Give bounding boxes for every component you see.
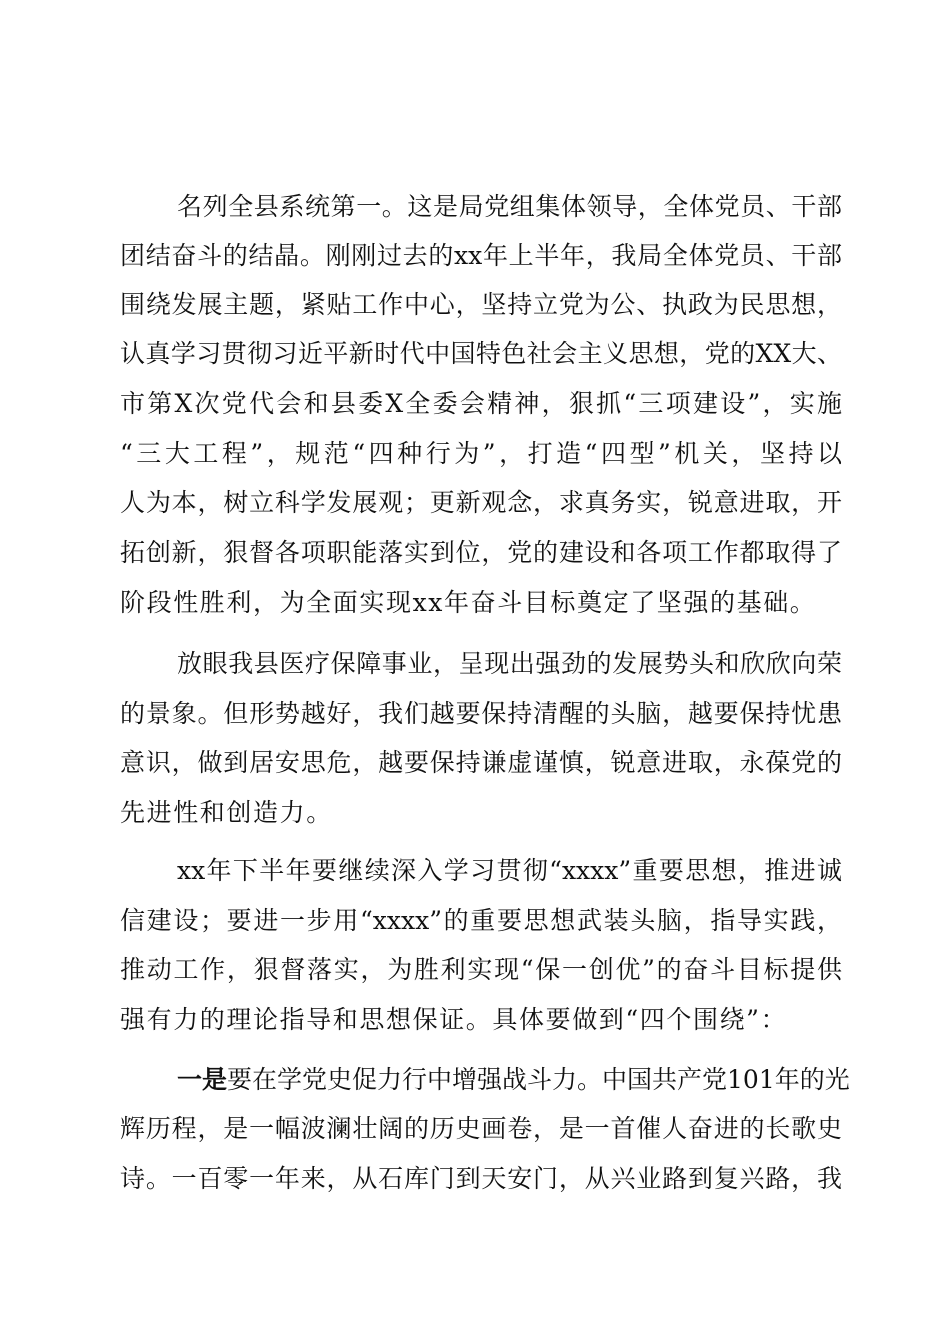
text-line: 的景象。但形势越好，我们越要保持清醒的头脑，越要保持忧患 xyxy=(120,699,842,728)
text-line-rest: 要在学党史促力行中增强战斗力。中国共产党101年的光 xyxy=(227,1065,850,1094)
text-line: 放眼我县医疗保障事业，呈现出强劲的发展势头和欣欣向荣 xyxy=(177,649,842,678)
text-line: 团结奋斗的结晶。刚刚过去的xx年上半年，我局全体党员、干部 xyxy=(120,241,842,270)
text-line: “三大工程”，规范“四种行为”，打造“四型”机关，坚持以 xyxy=(120,439,842,468)
text-line: 名列全县系统第一。这是局党组集体领导，全体党员、干部 xyxy=(177,192,842,221)
text-line: 信建设；要进一步用“xxxx”的重要思想武装头脑，指导实践， xyxy=(120,906,842,935)
text-line: 诗。一百零一年来，从石库门到天安门，从兴业路到复兴路，我 xyxy=(120,1164,842,1193)
text-line: 辉历程，是一幅波澜壮阔的历史画卷，是一首催人奋进的长歌史 xyxy=(120,1114,842,1143)
text-line: 市第X次党代会和县委X全委会精神，狠抓“三项建设”，实施 xyxy=(120,389,842,418)
text-line: 拓创新，狠督各项职能落实到位，党的建设和各项工作都取得了 xyxy=(120,538,842,567)
text-line xyxy=(177,1060,850,1100)
text-line: 认真学习贯彻习近平新时代中国特色社会主义思想，党的XX大、 xyxy=(120,339,842,368)
text-line: 人为本，树立科学发展观；更新观念，求真务实，锐意进取，开 xyxy=(120,488,842,517)
text-line: xx年下半年要继续深入学习贯彻“xxxx”重要思想，推进诚 xyxy=(177,856,842,885)
text-line: 围绕发展主题，紧贴工作中心，坚持立党为公、执政为民思想， xyxy=(120,290,842,319)
text-line: 先进性和创造力。 xyxy=(120,798,333,827)
text-line: 强有力的理论指导和思想保证。具体要做到“四个围绕”： xyxy=(120,1005,788,1034)
text-line: 推动工作，狠督落实，为胜利实现“保一创优”的奋斗目标提供 xyxy=(120,955,842,984)
bold-lead: 一是 xyxy=(177,1065,228,1094)
text-line: 阶段性胜利，为全面实现xx年奋斗目标奠定了坚强的基础。 xyxy=(120,588,817,617)
text-line: 意识，做到居安思危，越要保持谦虚谨慎，锐意进取，永葆党的 xyxy=(120,748,842,777)
